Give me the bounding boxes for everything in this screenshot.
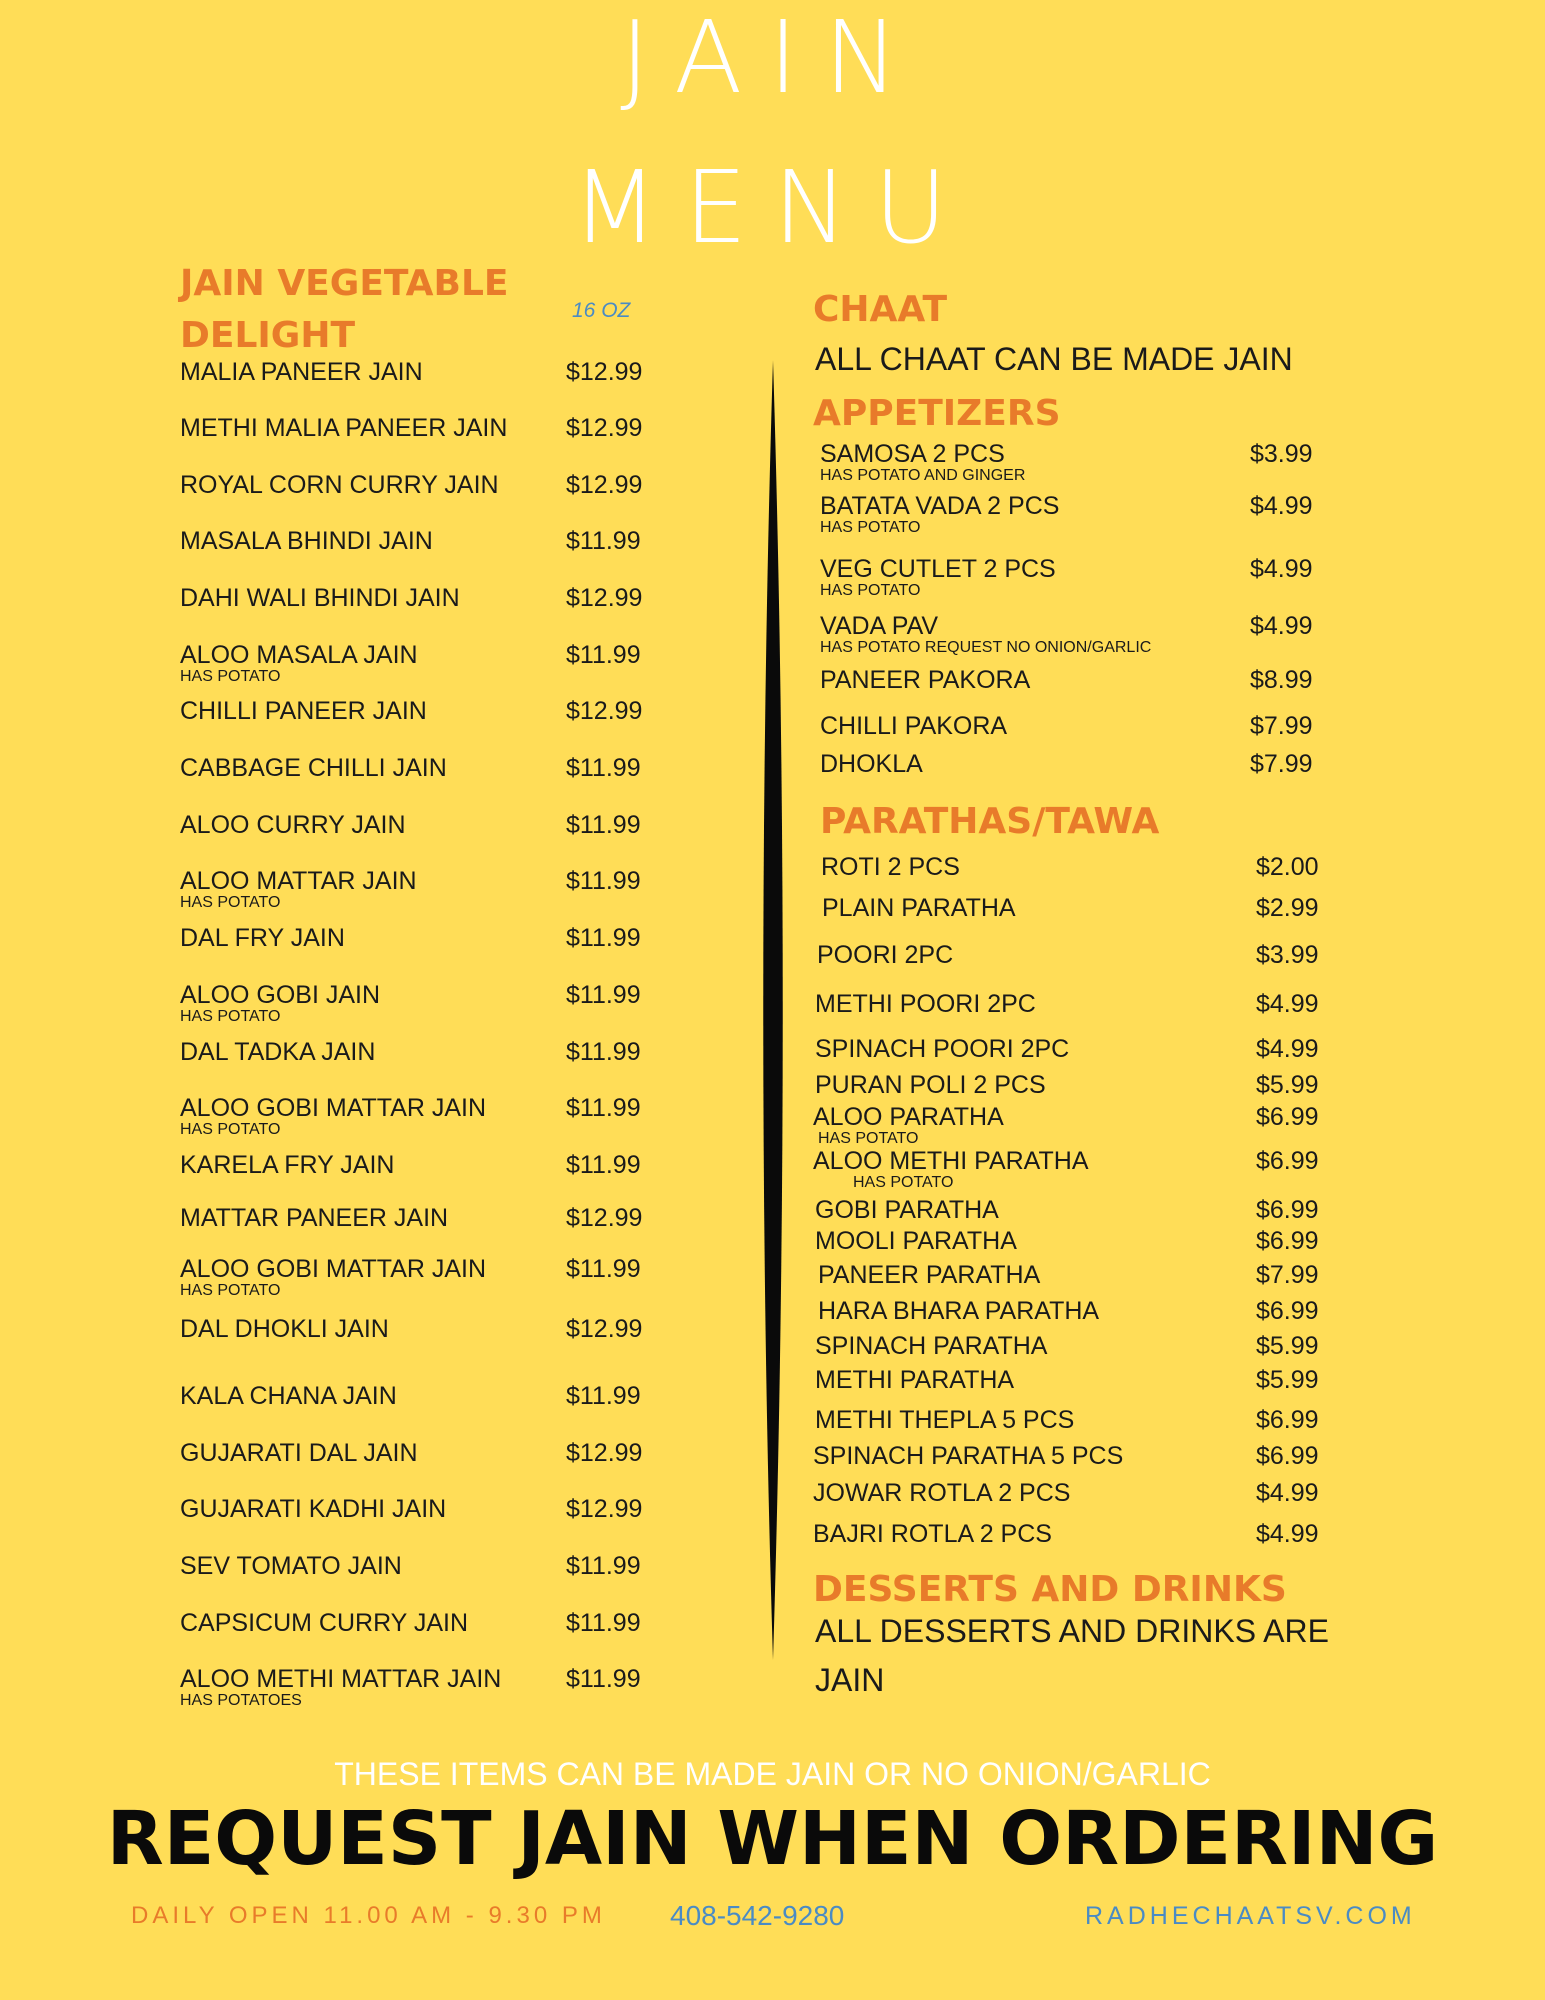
menu-item-name: DAHI WALI BHINDI JAIN [180, 584, 460, 612]
menu-item-name: SPINACH PARATHA [815, 1332, 1048, 1360]
menu-item-name: GUJARATI DAL JAIN [180, 1439, 418, 1467]
menu-item-price: $4.99 [1250, 492, 1313, 520]
menu-item-name: MALIA PANEER JAIN [180, 358, 423, 386]
menu-item-price: $11.99 [566, 1665, 641, 1693]
menu-item-name: ROTI 2 PCS [821, 853, 960, 881]
page-title-line1: JAIN [620, 0, 925, 116]
menu-item-price: $7.99 [1250, 712, 1313, 740]
opening-hours: DAILY OPEN 11.00 AM - 9.30 PM [131, 1902, 606, 1929]
menu-item-note: HAS POTATO [180, 668, 281, 685]
menu-item-price: $6.99 [1256, 1147, 1319, 1175]
menu-item-name: ALOO GOBI JAIN [180, 981, 381, 1009]
menu-item-name: JOWAR ROTLA 2 PCS [813, 1479, 1071, 1507]
menu-item-name: ALOO MASALA JAIN [180, 641, 418, 669]
menu-item-note: HAS POTATO [818, 1130, 919, 1147]
menu-item-price: $6.99 [1256, 1196, 1319, 1224]
menu-item-price: $4.99 [1256, 1035, 1319, 1063]
menu-item-name: PURAN POLI 2 PCS [815, 1071, 1046, 1099]
menu-item-note: HAS POTATOES [180, 1692, 302, 1709]
menu-item-note: HAS POTATO [820, 519, 921, 536]
menu-item-name: ALOO METHI MATTAR JAIN [180, 1665, 502, 1693]
menu-item-name: METHI THEPLA 5 PCS [815, 1406, 1075, 1434]
menu-item-price: $11.99 [566, 1094, 641, 1122]
menu-item-price: $7.99 [1256, 1261, 1319, 1289]
menu-item-price: $11.99 [566, 527, 641, 555]
order-request-banner: REQUEST JAIN WHEN ORDERING [106, 1796, 1439, 1882]
menu-item-price: $11.99 [566, 867, 641, 895]
menu-item-name: KALA CHANA JAIN [180, 1382, 397, 1410]
menu-item-name: VADA PAV [820, 612, 939, 640]
menu-item-name: KARELA FRY JAIN [180, 1151, 395, 1179]
menu-item-name: CHILLI PANEER JAIN [180, 697, 427, 725]
menu-item-price: $12.99 [566, 1204, 643, 1232]
menu-item-name: ALOO GOBI MATTAR JAIN [180, 1094, 487, 1122]
menu-item-price: $11.99 [566, 1038, 641, 1066]
menu-item-price: $6.99 [1256, 1227, 1319, 1255]
menu-item-price: $5.99 [1256, 1332, 1319, 1360]
section-heading-desserts: DESSERTS AND DRINKS [813, 1569, 1287, 1610]
menu-item-price: $5.99 [1256, 1071, 1319, 1099]
menu-item-price: $12.99 [566, 414, 643, 442]
menu-item-price: $11.99 [566, 1382, 641, 1410]
menu-item-price: $12.99 [566, 471, 643, 499]
menu-item-name: METHI POORI 2PC [815, 990, 1036, 1018]
menu-item-price: $4.99 [1250, 612, 1313, 640]
menu-item-price: $11.99 [566, 1609, 641, 1637]
menu-item-price: $4.99 [1256, 990, 1319, 1018]
column-divider [760, 360, 786, 1660]
menu-item-name: ALOO METHI PARATHA [813, 1147, 1089, 1175]
menu-item-name: MOOLI PARATHA [815, 1227, 1017, 1255]
menu-item-name: GOBI PARATHA [815, 1196, 999, 1224]
menu-item-name: PLAIN PARATHA [822, 894, 1016, 922]
page-title-line2: MENU [571, 149, 974, 266]
menu-item-note: HAS POTATO [820, 582, 921, 599]
phone-number[interactable]: 408-542-9280 [670, 1900, 845, 1931]
menu-item-price: $5.99 [1256, 1366, 1319, 1394]
menu-item-name: SPINACH POORI 2PC [815, 1035, 1070, 1063]
menu-item-name: MATTAR PANEER JAIN [180, 1204, 449, 1232]
menu-item-name: CABBAGE CHILLI JAIN [180, 754, 447, 782]
menu-item-name: CHILLI PAKORA [820, 712, 1008, 740]
menu-item-name: VEG CUTLET 2 PCS [820, 555, 1056, 583]
menu-item-price: $12.99 [566, 1439, 643, 1467]
menu-item-price: $11.99 [566, 1151, 641, 1179]
menu-item-price: $12.99 [566, 584, 643, 612]
menu-item-note: HAS POTATO [180, 1282, 281, 1299]
menu-item-name: MASALA BHINDI JAIN [180, 527, 433, 555]
menu-item-price: $4.99 [1256, 1479, 1319, 1507]
menu-item-name: PANEER PARATHA [818, 1261, 1041, 1289]
menu-item-name: PANEER PAKORA [820, 666, 1031, 694]
desserts-note-line1: ALL DESSERTS AND DRINKS ARE [815, 1613, 1329, 1649]
menu-item-name: CAPSICUM CURRY JAIN [180, 1609, 469, 1637]
menu-item-note: HAS POTATO REQUEST NO ONION/GARLIC [820, 639, 1152, 656]
menu-item-price: $4.99 [1250, 555, 1313, 583]
section-heading-chaat: CHAAT [813, 289, 948, 330]
menu-item-name: SAMOSA 2 PCS [820, 440, 1005, 468]
menu-item-note: HAS POTATO [853, 1174, 954, 1191]
section-heading-vegetable-line1: JAIN VEGETABLE [180, 263, 509, 304]
menu-item-name: HARA BHARA PARATHA [818, 1297, 1100, 1325]
menu-item-name: ROYAL CORN CURRY JAIN [180, 471, 499, 499]
menu-item-price: $2.00 [1256, 853, 1319, 881]
menu-item-note: HAS POTATO [180, 1121, 281, 1138]
menu-item-name: METHI MALIA PANEER JAIN [180, 414, 508, 442]
menu-item-price: $4.99 [1256, 1520, 1319, 1548]
menu-item-price: $3.99 [1250, 440, 1313, 468]
menu-item-price: $11.99 [566, 811, 641, 839]
menu-item-name: ALOO MATTAR JAIN [180, 867, 417, 895]
menu-item-name: ALOO GOBI MATTAR JAIN [180, 1255, 487, 1283]
section-heading-parathas: PARATHAS/TAWA [820, 801, 1160, 842]
menu-item-price: $12.99 [566, 358, 643, 386]
menu-item-price: $12.99 [566, 1315, 643, 1343]
menu-item-price: $11.99 [566, 981, 641, 1009]
menu-item-name: DAL DHOKLI JAIN [180, 1315, 389, 1343]
menu-item-price: $11.99 [566, 641, 641, 669]
menu-item-price: $12.99 [566, 1495, 643, 1523]
section-heading-vegetable-line2: DELIGHT [180, 315, 356, 356]
menu-item-price: $2.99 [1256, 894, 1319, 922]
menu-item-name: ALOO PARATHA [813, 1103, 1004, 1131]
menu-item-note: HAS POTATO [180, 894, 281, 911]
menu-item-name: BATATA VADA 2 PCS [820, 492, 1060, 520]
desserts-note-line2: JAIN [815, 1662, 885, 1698]
menu-item-name: METHI PARATHA [815, 1366, 1015, 1394]
menu-item-price: $6.99 [1256, 1442, 1319, 1470]
menu-item-price: $6.99 [1256, 1103, 1319, 1131]
menu-item-name: DAL TADKA JAIN [180, 1038, 376, 1066]
menu-item-price: $3.99 [1256, 941, 1319, 969]
menu-item-note: HAS POTATO AND GINGER [820, 467, 1026, 484]
menu-item-name: BAJRI ROTLA 2 PCS [813, 1520, 1052, 1548]
menu-item-name: SPINACH PARATHA 5 PCS [813, 1442, 1124, 1470]
menu-item-name: ALOO CURRY JAIN [180, 811, 406, 839]
menu-item-name: POORI 2PC [817, 941, 954, 969]
website-link[interactable]: RADHECHAATSV.COM [1085, 1902, 1416, 1930]
menu-item-price: $6.99 [1256, 1406, 1319, 1434]
menu-item-price: $11.99 [566, 1552, 641, 1580]
menu-item-note: HAS POTATO [180, 1008, 281, 1025]
menu-item-name: DAL FRY JAIN [180, 924, 345, 952]
menu-item-price: $11.99 [566, 1255, 641, 1283]
menu-item-price: $6.99 [1256, 1297, 1319, 1325]
jain-options-note: THESE ITEMS CAN BE MADE JAIN OR NO ONION/GARLIC [334, 1756, 1211, 1792]
chaat-note: ALL CHAAT CAN BE MADE JAIN [815, 341, 1293, 377]
menu-item-price: $11.99 [566, 754, 641, 782]
menu-item-name: DHOKLA [820, 750, 923, 778]
menu-item-name: SEV TOMATO JAIN [180, 1552, 402, 1580]
menu-item-price: $7.99 [1250, 750, 1313, 778]
menu-item-price: $8.99 [1250, 666, 1313, 694]
menu-item-name: GUJARATI KADHI JAIN [180, 1495, 447, 1523]
menu-item-price: $11.99 [566, 924, 641, 952]
size-label: 16 OZ [572, 299, 631, 322]
section-heading-appetizers: APPETIZERS [813, 393, 1061, 434]
menu-item-price: $12.99 [566, 697, 643, 725]
